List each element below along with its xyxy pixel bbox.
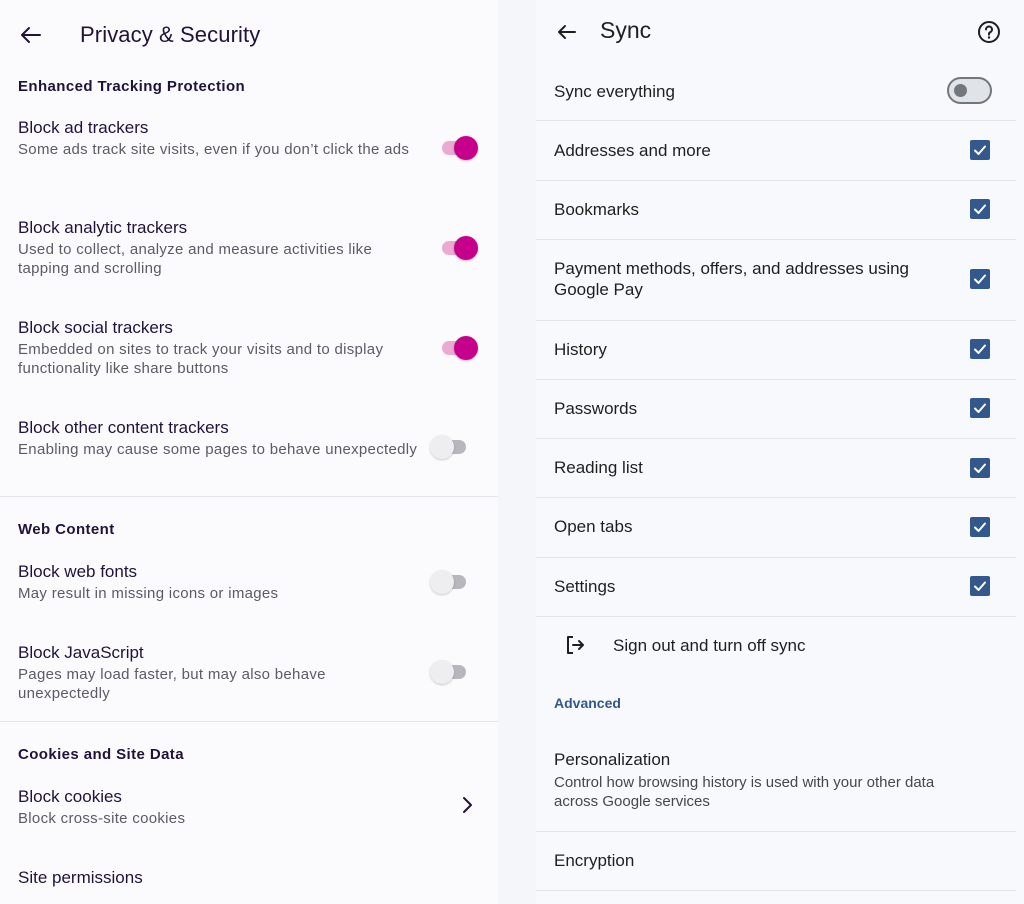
sync-item-label: History: [554, 340, 607, 359]
sync-item-label: Bookmarks: [554, 200, 640, 219]
help-button[interactable]: [976, 19, 1002, 45]
setting-title: Block ad trackers: [18, 118, 149, 137]
sync-item-label: Open tabs: [554, 517, 633, 536]
sign-out-label: Sign out and turn off sync: [613, 636, 806, 655]
checkbox-bookmarks[interactable]: [970, 199, 990, 219]
toggle-block-social-trackers[interactable]: [438, 334, 478, 360]
sync-item-label: Settings: [554, 577, 616, 596]
back-button[interactable]: [16, 20, 46, 50]
personalization-subtitle: Control how browsing history is used with your other data across Google services: [554, 774, 935, 810]
toggle-block-analytic-trackers[interactable]: [438, 234, 478, 260]
setting-title: Site permissions: [18, 868, 143, 887]
setting-site-permissions[interactable]: [0, 868, 498, 898]
sync-everything-label: Sync everything: [554, 82, 675, 101]
checkbox-reading-list[interactable]: [970, 458, 990, 478]
page-title: Privacy & Security: [80, 22, 261, 47]
check-icon: [972, 201, 988, 217]
sync-item-label: Payment methods, offers, and addresses using Google Pay: [554, 259, 909, 299]
personalization-item[interactable]: [536, 740, 1016, 830]
checkbox-history[interactable]: [970, 339, 990, 359]
check-icon: [972, 519, 988, 535]
setting-block-analytic-trackers[interactable]: [0, 218, 498, 288]
sync-item-history[interactable]: [536, 321, 1016, 379]
setting-title: Block social trackers: [18, 318, 173, 337]
checkbox-settings[interactable]: [970, 576, 990, 596]
setting-subtitle: Enabling may cause some pages to behave unexpectedly: [18, 441, 418, 458]
sync-item-open-tabs[interactable]: [536, 498, 1016, 556]
toggle-block-javascript[interactable]: [430, 658, 470, 684]
check-icon: [972, 341, 988, 357]
setting-subtitle: Pages may load faster, but may also behave unexpectedly: [18, 666, 326, 702]
section-heading-tracking-protection: Enhanced Tracking Protection: [18, 78, 246, 95]
section-divider: [0, 496, 498, 497]
sync-item-label: Passwords: [554, 399, 638, 418]
logout-icon: [564, 634, 586, 656]
check-icon: [972, 142, 988, 158]
personalization-title: Personalization: [554, 750, 671, 769]
sync-everything-toggle[interactable]: [947, 77, 992, 104]
advanced-heading: Advanced: [554, 695, 621, 711]
setting-block-social-trackers[interactable]: [0, 318, 498, 388]
sync-panel: [536, 0, 1024, 904]
sync-item-label: Addresses and more: [554, 141, 711, 160]
encryption-item[interactable]: [536, 832, 1016, 890]
setting-title: Block other content trackers: [18, 418, 229, 437]
check-icon: [972, 400, 988, 416]
sync-item-bookmarks[interactable]: [536, 181, 1016, 239]
divider: [536, 890, 1016, 891]
encryption-title: Encryption: [554, 851, 635, 870]
setting-block-javascript[interactable]: [0, 643, 498, 707]
sign-out-button[interactable]: [536, 617, 1016, 675]
chevron-right-icon[interactable]: [458, 795, 476, 815]
sync-item-settings[interactable]: [536, 558, 1016, 616]
arrow-left-icon: [16, 20, 46, 50]
page-title: Sync: [600, 17, 652, 43]
sync-item-payment-methods[interactable]: [536, 240, 1016, 320]
help-circle-icon: [976, 19, 1002, 45]
checkbox-payment-methods[interactable]: [970, 269, 990, 289]
section-divider: [0, 721, 498, 722]
privacy-header: [0, 0, 498, 72]
setting-title: Block cookies: [18, 787, 122, 806]
section-heading-cookies: Cookies and Site Data: [18, 746, 184, 763]
sync-item-label: Reading list: [554, 458, 643, 477]
check-icon: [972, 578, 988, 594]
privacy-security-panel: [0, 0, 498, 904]
toggle-block-other-trackers[interactable]: [430, 433, 470, 459]
arrow-left-icon: [554, 19, 580, 45]
sync-item-reading-list[interactable]: [536, 439, 1016, 497]
checkbox-addresses[interactable]: [970, 140, 990, 160]
sync-item-addresses[interactable]: [536, 121, 1016, 180]
checkbox-passwords[interactable]: [970, 398, 990, 418]
back-button[interactable]: [554, 19, 580, 45]
setting-subtitle: Some ads track site visits, even if you don’t click the ads: [18, 141, 410, 158]
check-icon: [972, 271, 988, 287]
setting-subtitle: May result in missing icons or images: [18, 585, 279, 602]
section-heading-web-content: Web Content: [18, 521, 115, 538]
toggle-block-web-fonts[interactable]: [430, 568, 470, 594]
setting-title: Block JavaScript: [18, 643, 144, 662]
checkbox-open-tabs[interactable]: [970, 517, 990, 537]
setting-block-web-fonts[interactable]: [0, 562, 498, 608]
toggle-thumb: [954, 84, 967, 97]
setting-block-cookies[interactable]: [0, 787, 498, 833]
toggle-block-ad-trackers[interactable]: [438, 134, 478, 160]
setting-subtitle: Embedded on sites to track your visits and to display functionality like share buttons: [18, 341, 384, 377]
check-icon: [972, 460, 988, 476]
setting-block-ad-trackers[interactable]: [0, 118, 498, 188]
sync-item-passwords[interactable]: [536, 380, 1016, 438]
setting-block-other-trackers[interactable]: [0, 418, 498, 488]
setting-subtitle: Block cross-site cookies: [18, 810, 186, 827]
setting-subtitle: Used to collect, analyze and measure activities like tapping and scrolling: [18, 241, 373, 277]
setting-title: Block web fonts: [18, 562, 138, 581]
sync-everything-row[interactable]: [536, 62, 1016, 120]
setting-title: Block analytic trackers: [18, 218, 188, 237]
